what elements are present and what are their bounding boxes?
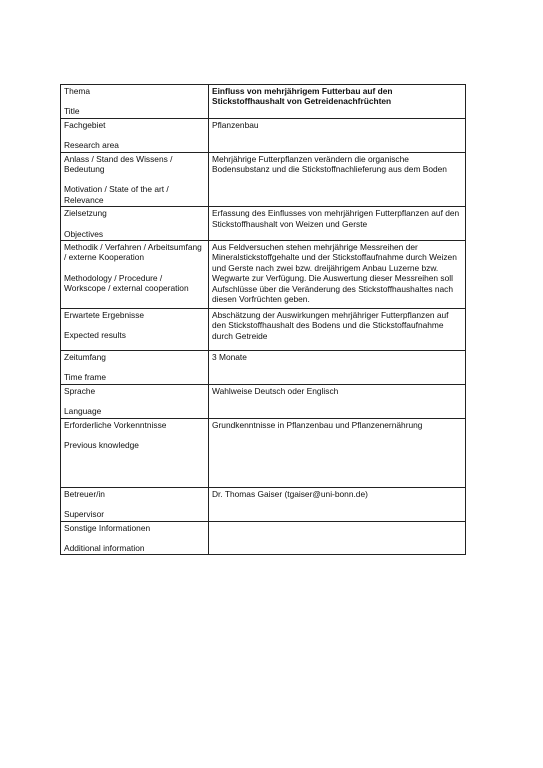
value-cell-supervisor: Dr. Thomas Gaiser (tgaiser@uni-bonn.de) [209, 487, 466, 521]
label-german: Sonstige Informationen [64, 522, 151, 533]
value-cell-additional-information [209, 521, 466, 555]
label-english: Research area [64, 140, 119, 151]
label-german: Fachgebiet [64, 119, 106, 130]
label-german: Betreuer/in [64, 488, 105, 499]
label-cell [61, 85, 209, 119]
label-cell [61, 384, 209, 418]
table-row-time-frame [61, 351, 466, 385]
label-english: Motivation / State of the art / Relevance [64, 184, 169, 205]
label-cell [61, 309, 209, 351]
label-english: Expected results [64, 330, 126, 341]
label-english: Additional information [64, 542, 145, 553]
label-german: Anlass / Stand des Wissens / Bedeutung [64, 153, 173, 175]
label-english: Title [64, 106, 80, 117]
table-row-supervisor [61, 487, 466, 521]
label-cell [61, 487, 209, 521]
label-german: Zielsetzung [64, 208, 107, 219]
label-english: Supervisor [64, 509, 105, 520]
label-cell [61, 351, 209, 385]
label-cell [61, 418, 209, 487]
label-english: Methodology / Procedure / Workscope / external cooperation [64, 272, 189, 294]
table-row-objectives [61, 207, 466, 241]
label-german: Methodik / Verfahren / Arbeitsumfang / externe Kooperation [64, 242, 202, 263]
table-row-motivation [61, 152, 466, 207]
table-row-additional-information [61, 521, 466, 555]
value-cell-research-area: Pflanzenbau [209, 118, 466, 152]
value-cell-previous-knowledge: Grundkenntnisse in Pflanzenbau und Pflanzenernährung [209, 418, 466, 487]
thesis-topic-table [60, 84, 466, 555]
table-row-previous-knowledge [61, 418, 466, 487]
value-cell-methodology: Aus Feldversuchen stehen mehrjährige Messreihen der Mineralstickstoffgehalte und der Stickstoffaufnahme durch Weizen und Gerste nach zwei bzw. dreijährigem Anbau Luzerne bzw. Wegwarte zur Verfügung. Die Auswertung dieser Messreihen soll Aufschlüsse über die Veränderung des Stickstoffhaushaltes nach diesen Vorfrüchten geben. [209, 241, 466, 309]
value-cell-motivation: Mehrjährige Futterpflanzen verändern die organische Bodensubstanz und die Stickstoffnachlieferung aus dem Boden [209, 152, 466, 207]
label-cell [61, 241, 209, 309]
label-english: Language [64, 406, 102, 417]
label-english: Previous knowledge [64, 440, 139, 451]
label-german: Thema [64, 86, 91, 96]
label-german: Sprache [64, 385, 96, 396]
label-german: Zeitumfang [64, 352, 106, 363]
label-english: Time frame [64, 372, 107, 383]
value-cell-objectives: Erfassung des Einflusses von mehrjährigen Futterpflanzen auf den Stickstoffhaushalt von Weizen und Gerste [209, 207, 466, 241]
label-german: Erwartete Ergebnisse [64, 310, 145, 321]
value-cell-expected-results: Abschätzung der Auswirkungen mehrjähriger Futterpflanzen auf den Stickstoffhaushalt des Bodens und die Stickstoffaufnahme durch Getreide [209, 309, 466, 351]
value-cell-title: Einfluss von mehrjährigem Futterbau auf den Stickstoffhaushalt von Getreidenachfrüchten [209, 85, 466, 119]
label-cell [61, 521, 209, 555]
table-row-language [61, 384, 466, 418]
table-row-research-area [61, 118, 466, 152]
value-cell-time-frame: 3 Monate [209, 351, 466, 385]
label-cell [61, 152, 209, 207]
table-row-expected-results [61, 309, 466, 351]
label-english: Objectives [64, 228, 104, 239]
label-german: Erforderliche Vorkenntnisse [64, 419, 167, 430]
table-row-methodology [61, 241, 466, 309]
label-cell [61, 207, 209, 241]
table-row-title [61, 85, 466, 119]
label-cell [61, 118, 209, 152]
value-cell-language: Wahlweise Deutsch oder Englisch [209, 384, 466, 418]
